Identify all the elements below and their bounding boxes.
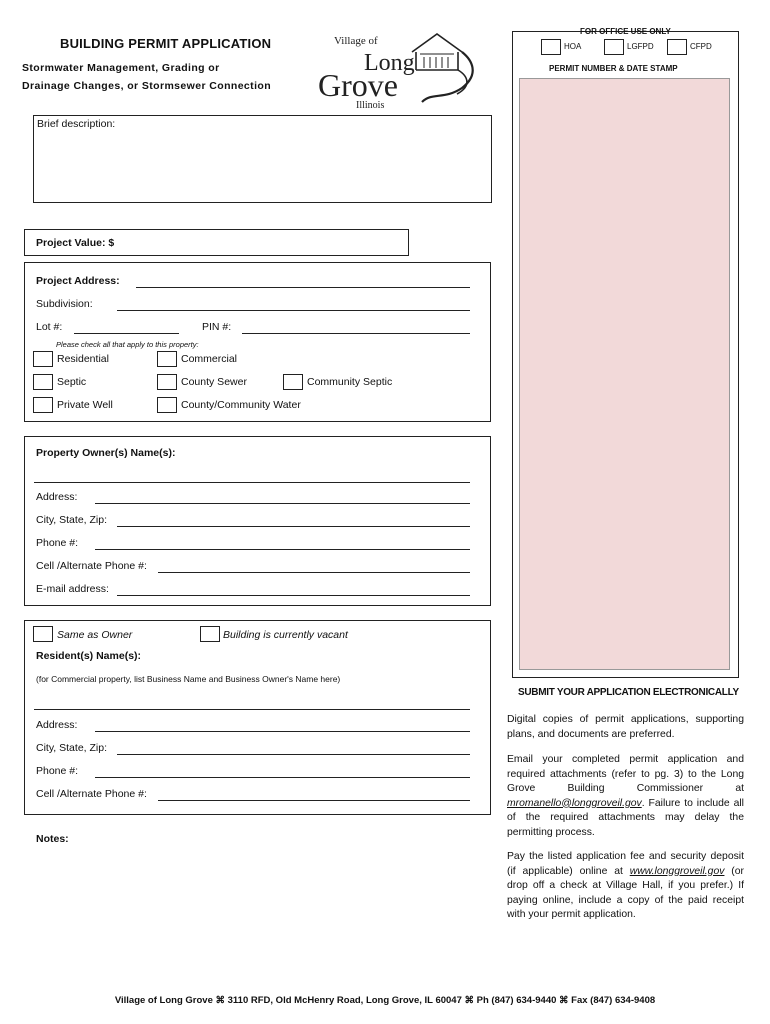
- same-as-owner-checkbox[interactable]: [33, 626, 53, 642]
- same-as-owner-label: Same as Owner: [57, 629, 133, 641]
- resident-city-label: City, State, Zip:: [36, 742, 107, 754]
- hoa-label: HOA: [564, 42, 582, 51]
- commissioner-email-link[interactable]: mromanello@longgroveil.gov: [507, 797, 642, 809]
- lot-label: Lot #:: [36, 321, 63, 333]
- form-subtitle-line1: Stormwater Management, Grading or: [22, 62, 220, 74]
- lot-field[interactable]: [74, 333, 179, 334]
- pin-field[interactable]: [242, 333, 470, 334]
- hoa-checkbox[interactable]: [541, 39, 561, 55]
- septic-label: Septic: [57, 376, 87, 388]
- cfpd-label: CFPD: [690, 42, 712, 51]
- resident-name-field[interactable]: [34, 709, 470, 710]
- project-value-label: Project Value: $: [36, 237, 115, 249]
- septic-checkbox[interactable]: [33, 374, 53, 390]
- owner-name-label: Property Owner(s) Name(s):: [36, 447, 176, 459]
- logo-grove: Grove: [318, 67, 398, 103]
- logo-illinois: Illinois: [356, 100, 385, 111]
- county-sewer-checkbox[interactable]: [157, 374, 177, 390]
- logo-village-of: Village of: [334, 35, 378, 47]
- project-address-field[interactable]: [136, 287, 470, 288]
- submit-heading: SUBMIT YOUR APPLICATION ELECTRONICALLY: [518, 687, 739, 698]
- owner-name-field[interactable]: [34, 482, 470, 483]
- stamp-area: [519, 78, 730, 670]
- resident-cell-field[interactable]: [158, 800, 470, 801]
- resident-address-field[interactable]: [95, 731, 470, 732]
- cfpd-checkbox[interactable]: [667, 39, 687, 55]
- owner-address-field[interactable]: [95, 503, 470, 504]
- owner-email-label: E-mail address:: [36, 583, 109, 595]
- commercial-label: Commercial: [181, 353, 238, 365]
- county-sewer-label: County Sewer: [181, 376, 247, 388]
- footer-contact: Village of Long Grove ⌘ 3110 RFD, Old McHenry Road, Long Grove, IL 60047 ⌘ Ph (847) 634-9440 ⌘ Fax (847) 634-9408: [114, 995, 656, 1006]
- resident-address-label: Address:: [36, 719, 78, 731]
- resident-commercial-note: (for Commercial property, list Business Name and Business Owner's Name here): [36, 674, 341, 684]
- vacant-label: Building is currently vacant: [223, 629, 348, 641]
- county-water-label: County/Community Water: [181, 399, 301, 411]
- private-well-checkbox[interactable]: [33, 397, 53, 413]
- commercial-checkbox[interactable]: [157, 351, 177, 367]
- owner-cell-label: Cell /Alternate Phone #:: [36, 560, 147, 572]
- owner-phone-field[interactable]: [95, 549, 470, 550]
- owner-phone-label: Phone #:: [36, 537, 79, 549]
- submit-paragraph-3: Pay the listed application fee and security deposit (if applicable) online at www.longgroveil.gov (or drop off a check at Village Hall, if you prefer.) If paying online, include a copy of the paid receipt with your permit application.: [507, 851, 744, 920]
- community-septic-label: Community Septic: [307, 376, 393, 388]
- description-label: Brief description:: [37, 118, 116, 130]
- office-use-title: FOR OFFICE USE ONLY: [580, 27, 671, 36]
- community-septic-checkbox[interactable]: [283, 374, 303, 390]
- county-water-checkbox[interactable]: [157, 397, 177, 413]
- owner-cell-field[interactable]: [158, 572, 470, 573]
- stamp-label: PERMIT NUMBER & DATE STAMP: [549, 64, 678, 73]
- vacant-checkbox[interactable]: [200, 626, 220, 642]
- form-title: BUILDING PERMIT APPLICATION: [60, 36, 272, 51]
- residential-checkbox[interactable]: [33, 351, 53, 367]
- owner-city-field[interactable]: [117, 526, 470, 527]
- project-address-label: Project Address:: [36, 275, 120, 287]
- owner-email-field[interactable]: [117, 595, 470, 596]
- covered-bridge-icon: [412, 34, 473, 102]
- resident-cell-label: Cell /Alternate Phone #:: [36, 788, 147, 800]
- submit-paragraph-2: Email your completed permit application and required attachments (refer to pg. 3) to the Long Grove Building Commissioner at mromanello@longgroveil.gov. Failure to include all of the required attachments may delay the permitting process.: [507, 754, 744, 838]
- notes-label: Notes:: [36, 833, 69, 845]
- owner-city-label: City, State, Zip:: [36, 514, 107, 526]
- private-well-label: Private Well: [57, 399, 113, 411]
- lgfpd-label: LGFPD: [627, 42, 654, 51]
- village-website-link[interactable]: www.longgroveil.gov: [629, 865, 725, 877]
- residential-label: Residential: [57, 353, 109, 365]
- subdivision-label: Subdivision:: [36, 298, 93, 310]
- resident-name-label: Resident(s) Name(s):: [36, 650, 142, 662]
- pin-label: PIN #:: [202, 321, 232, 333]
- submit-paragraph-1: Digital copies of permit applications, supporting plans, and documents are preferred.: [507, 714, 744, 740]
- resident-phone-field[interactable]: [95, 777, 470, 778]
- subdivision-field[interactable]: [117, 310, 470, 311]
- owner-address-label: Address:: [36, 491, 78, 503]
- resident-phone-label: Phone #:: [36, 765, 79, 777]
- lgfpd-checkbox[interactable]: [604, 39, 624, 55]
- resident-city-field[interactable]: [117, 754, 470, 755]
- logo-long: Long: [364, 50, 415, 76]
- check-instruction: Please check all that apply to this property:: [56, 340, 199, 349]
- village-logo: [312, 30, 487, 112]
- form-subtitle-line2: Drainage Changes, or Stormsewer Connection: [22, 80, 272, 92]
